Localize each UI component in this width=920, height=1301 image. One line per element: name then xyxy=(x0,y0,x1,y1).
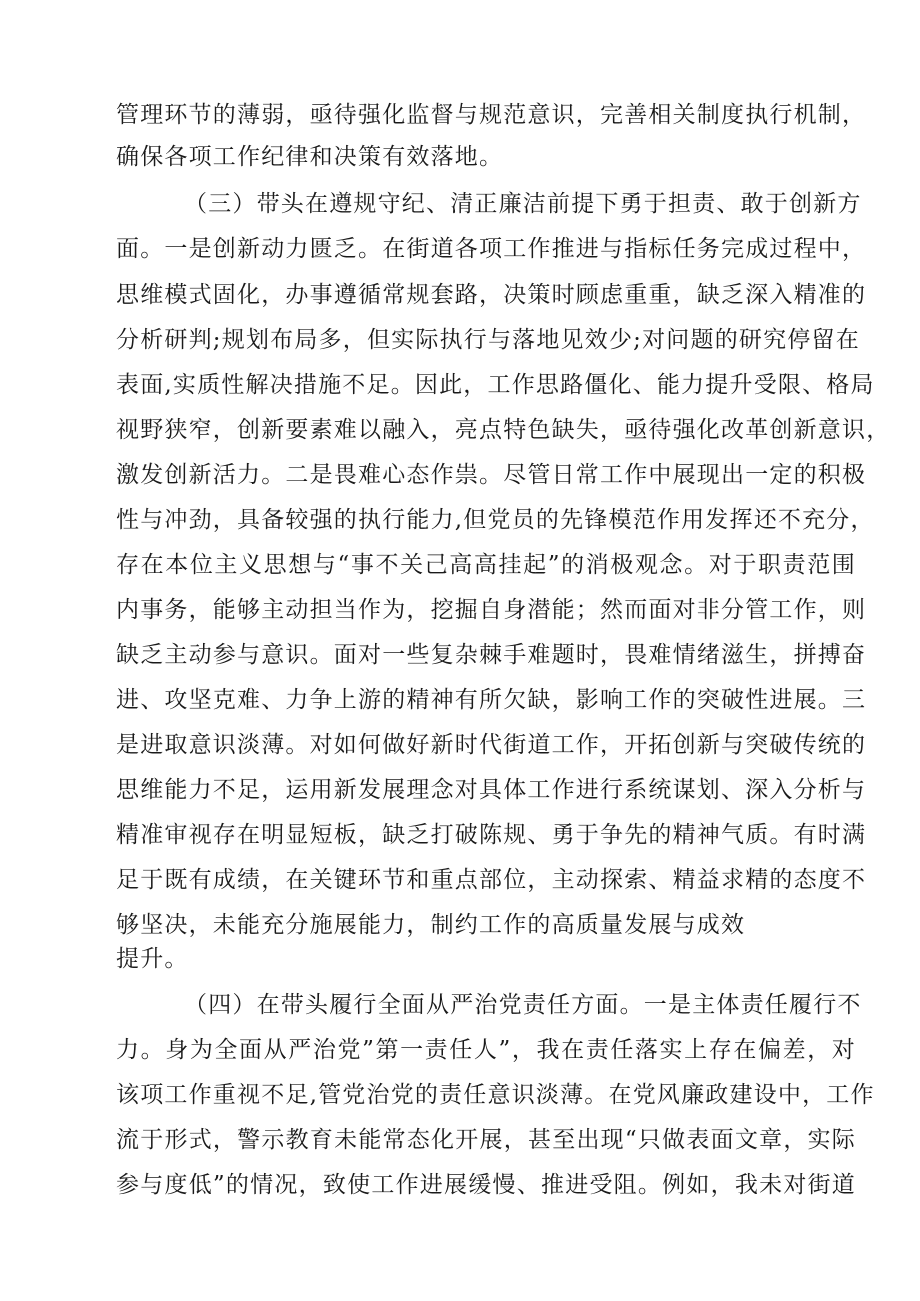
text-line: 确保各项工作纪律和决策有效落地。 xyxy=(116,144,504,170)
text-line: 思维能力不足，运用新发展理念对具体工作进行系统谋划、深入分析与 xyxy=(116,777,867,803)
text-line: 激发创新活力。二是畏难心态作祟。尽管日常工作中展现出一定的积极 xyxy=(116,462,867,488)
text-line: 思维模式固化，办事遵循常规套路，决策时顾虑重重，缺乏深入精准的 xyxy=(116,282,867,308)
text-line: 提升。 xyxy=(116,946,189,972)
text-line: 缺乏主动参与意识。面对一些复杂棘手难题时，畏难情绪滋生，拼搏奋 xyxy=(116,642,867,668)
text-line: 进、攻坚克难、力争上游的精神有所欠缺，影响工作的突破性进展。三 xyxy=(116,687,867,713)
text-line: 视野狭窄，创新要素难以融入，亮点特色缺失，亟待强化改革创新意识， xyxy=(116,417,891,443)
text-line: 该项工作重视不足,管党治党的责任意识淡薄。在党风廉政建设中，工作 xyxy=(116,1082,875,1108)
text-line: 流于形式，警示教育未能常态化开展，甚至出现“只做表面文章，实际 xyxy=(116,1127,856,1153)
text-line: 表面,实质性解决措施不足。因此，工作思路僵化、能力提升受限、格局 xyxy=(116,372,875,398)
paragraph-heading-line: （三）带头在遵规守纪、清正廉洁前提下勇于担责、敢于创新方 xyxy=(184,191,862,217)
text-line: 分析研判;规划布局多，但实际执行与落地见效少;对问题的研究停留在 xyxy=(116,327,860,353)
text-line: 是进取意识淡薄。对如何做好新时代街道工作，开拓创新与突破传统的 xyxy=(116,732,867,758)
text-line: 存在本位主义思想与“事不关己高高挂起”的消极观念。对于职责范围 xyxy=(116,552,856,578)
text-line: 内事务，能够主动担当作为，挖掘自身潜能；然而面对非分管工作，则 xyxy=(116,597,867,623)
text-line: 力。身为全面从严治党”第一责任人”，我在责任落实上存在偏差，对 xyxy=(116,1037,856,1063)
text-line: 够坚决，未能充分施展能力，制约工作的高质量发展与成效 xyxy=(116,912,746,938)
text-line: 足于既有成绩，在关键环节和重点部位，主动探索、精益求精的态度不 xyxy=(116,867,867,893)
text-line: 管理环节的薄弱，亟待强化监督与规范意识，完善相关制度执行机制， xyxy=(116,102,867,128)
text-line: 面。一是创新动力匮乏。在街道各项工作推进与指标任务完成过程中， xyxy=(116,236,867,262)
text-line: 性与冲劲，具备较强的执行能力,但党员的先锋模范作用发挥还不充分， xyxy=(116,507,875,533)
text-line: 参与度低”的情况，致使工作进展缓慢、推进受阻。例如，我未对街道 xyxy=(116,1172,856,1198)
paragraph-heading-line: （四）在带头履行全面从严治党责任方面。一是主体责任履行不 xyxy=(184,992,862,1018)
text-line: 精准审视存在明显短板，缺乏打破陈规、勇于争先的精神气质。有时满 xyxy=(116,822,867,848)
